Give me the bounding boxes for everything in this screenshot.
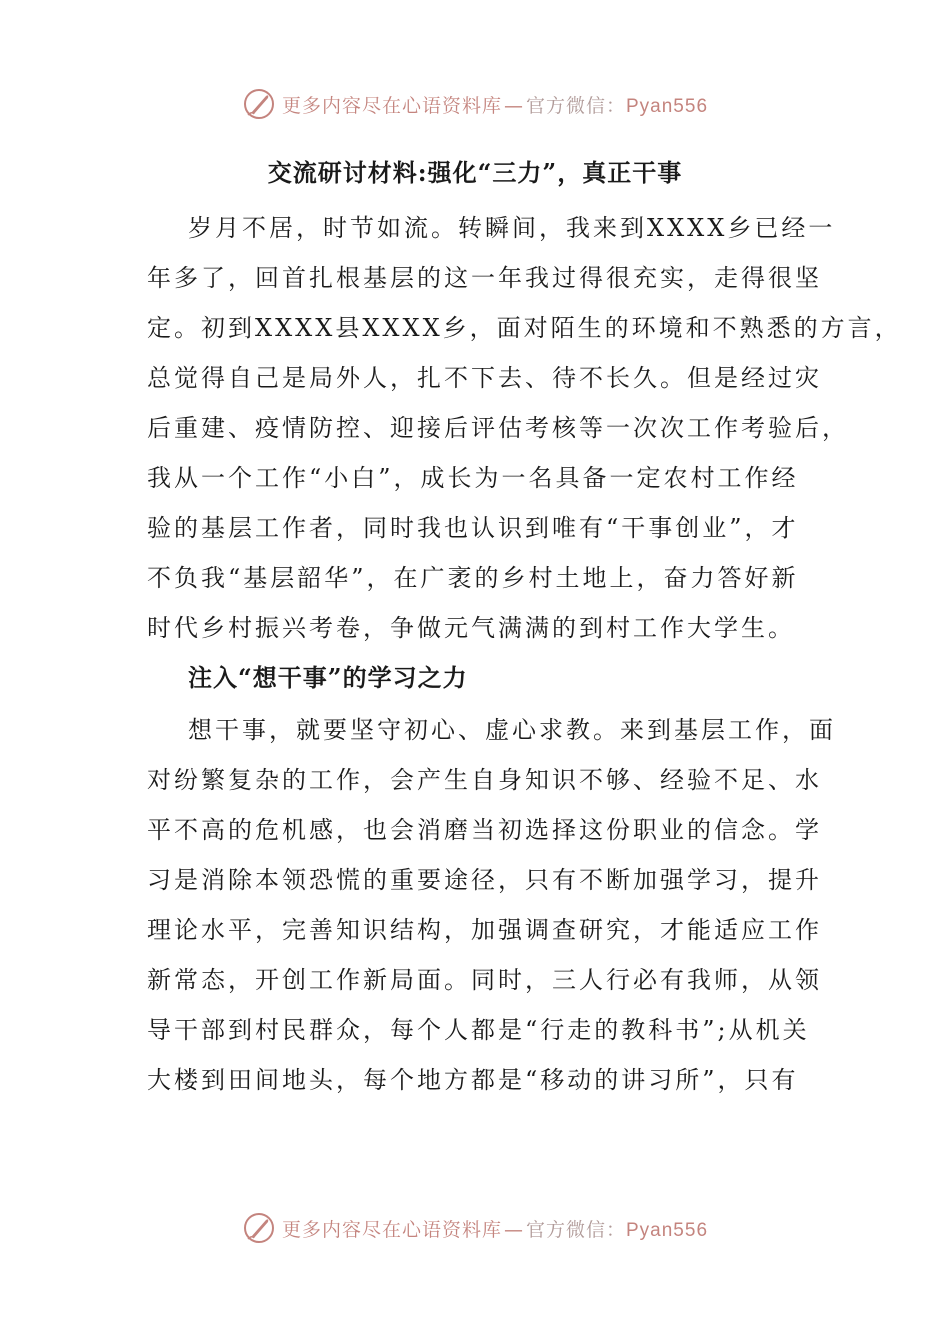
paragraph-line: 不负我“基层韶华”，在广袤的乡村土地上，奋力答好新: [147, 564, 799, 592]
document-title: 交流研讨材料:强化“三力”，真正干事: [267, 158, 683, 187]
paragraph-line: 总觉得自己是局外人，扎不下去、待不长久。但是经过灾: [147, 364, 822, 392]
paragraph-line: 导干部到村民群众，每个人都是“行走的教科书”;从机关: [147, 1016, 810, 1044]
watermark-wechat-id: Pyan556: [626, 1219, 709, 1241]
paragraph-line: 习是消除本领恐慌的重要途径，只有不断加强学习，提升: [147, 866, 822, 894]
paragraph-line: 新常态，开创工作新局面。同时，三人行必有我师，从领: [147, 966, 822, 994]
paragraph-line: 想干事，就要坚守初心、虚心求教。来到基层工作，面: [188, 716, 836, 744]
watermark-text: [282, 91, 708, 118]
watermark-wechat-label: 官方微信：: [525, 94, 626, 117]
watermark-main: 更多内容尽在心语资料库: [281, 1218, 502, 1241]
watermark-main: 更多内容尽在心语资料库: [281, 94, 502, 117]
section-heading: 注入“想干事”的学习之力: [188, 663, 468, 692]
paragraph-line: 年多了，回首扎根基层的这一年我过得很充实，走得很坚: [147, 264, 822, 292]
watermark-wechat-label: 官方微信：: [525, 1218, 626, 1241]
quill-logo-icon: [242, 87, 276, 121]
paragraph-line: 平不高的危机感，也会消磨当初选择这份职业的信念。学: [147, 816, 822, 844]
paragraph-line: 理论水平，完善知识结构，加强调查研究，才能适应工作: [147, 916, 822, 944]
watermark-text: [282, 1215, 708, 1242]
watermark-wechat-id: Pyan556: [626, 95, 709, 117]
watermark-dash: —: [503, 1218, 524, 1241]
paragraph-line: 后重建、疫情防控、迎接后评估考核等一次次工作考验后，: [147, 414, 849, 442]
paragraph-line: 验的基层工作者，同时我也认识到唯有“干事创业”，才: [147, 514, 799, 542]
watermark-dash: —: [503, 94, 524, 117]
paragraph-line: 我从一个工作“小白”，成长为一名具备一定农村工作经: [147, 464, 799, 492]
paragraph-line: 定。初到XXXX县XXXX乡，面对陌生的环境和不熟悉的方言，: [147, 314, 902, 342]
watermark-header: [0, 82, 950, 126]
paragraph-line: 大楼到田间地头，每个地方都是“移动的讲习所”，只有: [147, 1066, 799, 1094]
paragraph-intro: [147, 203, 902, 653]
quill-logo-icon: [242, 1211, 276, 1245]
watermark-footer: [0, 1206, 950, 1250]
paragraph-line: 对纷繁复杂的工作，会产生自身知识不够、经验不足、水: [147, 766, 822, 794]
paragraph-study: [147, 705, 836, 1105]
paragraph-line: 时代乡村振兴考卷，争做元气满满的到村工作大学生。: [147, 614, 795, 642]
paragraph-line: 岁月不居，时节如流。转瞬间，我来到XXXX乡已经一: [188, 214, 836, 242]
